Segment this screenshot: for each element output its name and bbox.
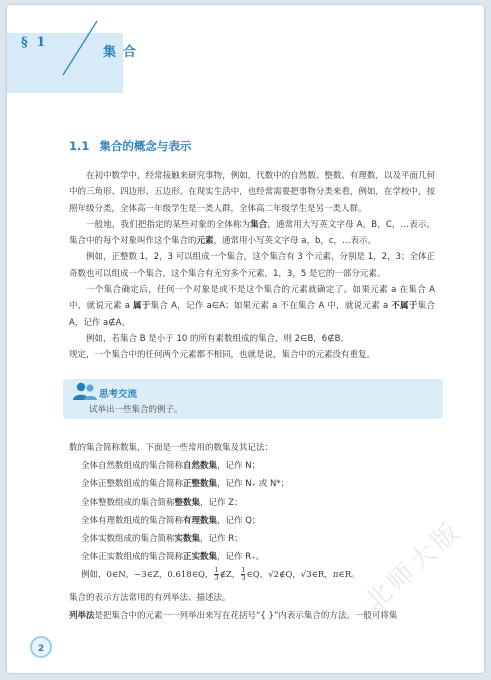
text-run: 一般地，我们把指定的某些对象的全体称为: [86, 219, 251, 230]
chapter-number: § 1: [21, 35, 48, 50]
text-run: 一个集合确定后，任何一个对象是或不是这个集合的元素就确定了。如果元素 a 在集合 A 中，就说元素 a: [69, 285, 435, 312]
fraction-denominator: 3: [214, 574, 219, 583]
text-run: 集合 A，记作 a∉A。: [69, 301, 435, 328]
text-run: 全体整数组成的集合简称: [81, 497, 175, 508]
text-run: 例如，0∈N，−3∈Z，0.618∈Q，: [81, 570, 214, 581]
term: 自然数集: [183, 461, 218, 472]
text-run: 全体正实数组成的集合简称: [81, 552, 184, 563]
think-box-title: 思考交流: [99, 389, 138, 400]
text-run: 是把集合中的元素一一列举出来写在花括号“{ }”内表示集合的方法。一般可将集: [94, 611, 398, 621]
paragraph: 集合的表示方法常用的有列举法、描述法。: [69, 593, 231, 603]
text-run: ，通常用大写英文字母 A，B，C，…表示。集合中的每个对象叫作这个集合的: [69, 219, 435, 247]
text-run: ，通常用小写英文字母 a，b，c，…表示。: [213, 236, 377, 247]
paragraph-membership: [69, 282, 435, 331]
fraction-numerator: 1: [214, 566, 219, 575]
term: 正实数集: [183, 552, 218, 563]
fraction-one-third: [241, 567, 245, 582]
text-run: ，记作 N；: [217, 461, 261, 472]
list-item: [69, 494, 439, 512]
paragraph: 规定，一个集合中的任何两个元素都不相同，也就是说，集合中的元素没有重复。: [69, 350, 376, 361]
number-sets-intro: 数的集合简称数集，下面是一些常用的数集及其记法：: [69, 443, 274, 453]
term-belongs: 属于: [132, 301, 151, 312]
fraction-one-third: [214, 567, 218, 582]
text-run: ，记作 R₊。: [217, 552, 265, 563]
fraction-numerator: 1: [241, 566, 246, 575]
term: 正整数集: [183, 479, 218, 490]
chapter-title: 集合: [103, 45, 144, 60]
section-title: 集合的概念与表示: [99, 139, 192, 153]
term-listing-method: 列举法: [69, 611, 95, 621]
fraction-denominator: 3: [241, 574, 246, 583]
paragraph: 例如，若集合 B 是小于 10 的所有素数组成的集合，则 2∈B，6∉B。: [86, 333, 349, 344]
term-element: 元素: [196, 236, 214, 247]
term: 有理数集: [183, 515, 218, 526]
text-run: 全体有理数组成的集合简称: [81, 515, 184, 526]
paragraph-definition: [69, 217, 435, 250]
section-number: 1.1: [69, 139, 90, 153]
list-item: [69, 457, 439, 475]
list-item: [69, 530, 439, 548]
text-run: ∉Z，: [219, 570, 241, 581]
text-run: ，记作 Z；: [200, 497, 243, 508]
term-not-belongs: 不属于: [391, 301, 418, 312]
page-number-badge: 2: [30, 636, 52, 658]
text-run: 集合 A，记作 a∈A；如果元素 a 不在集合 A 中，就说元素 a: [150, 301, 392, 312]
text-run: ，记作 Q；: [217, 515, 261, 526]
number-sets-list: [69, 439, 439, 585]
term: 整数集: [174, 497, 201, 508]
term-set: 集合: [250, 219, 268, 230]
text-run: 全体实数组成的集合简称: [81, 534, 175, 545]
textbook-page: [7, 5, 484, 673]
think-box-prompt: 试举出一些集合的例子。: [89, 405, 183, 415]
term: 实数集: [174, 534, 201, 545]
text-run: ∈Q，√2∉Q，√3∈R，π∈R。: [246, 570, 360, 581]
main-text: [69, 168, 435, 364]
text-run: 全体自然数组成的集合简称: [81, 461, 184, 472]
list-item: [69, 512, 439, 530]
text-run: ，记作 N₊ 或 N*；: [217, 479, 290, 490]
think-and-discuss-box: [63, 379, 443, 419]
paragraph: 例如，正整数 1，2，3 可以组成一个集合，这个集合有 3 个元素，分别是 1，2，3；全体正奇数也可以组成一个集合，这个集合有无穷多个元素，1，3，5 是它的一部分元素。: [69, 252, 435, 279]
paragraph: 在初中数学中，经常接触来研究事物，例如，代数中的自然数、整数、有理数，以及平面几何中的三角形、四边形、五边形。在现实生活中，也经常需要把事物分类来看，例如，在学校中，按照年级分类，全体高一年级学生是一类人群，全体高二年级学生是另一类人群。: [69, 171, 435, 214]
text-run: 全体正整数组成的集合简称: [81, 479, 184, 490]
list-item: [69, 475, 439, 493]
section-heading: [69, 138, 191, 154]
people-icon: [71, 381, 99, 401]
publisher-watermark: 北师大版: [359, 515, 469, 618]
text-run: ，记作 R；: [200, 534, 243, 545]
